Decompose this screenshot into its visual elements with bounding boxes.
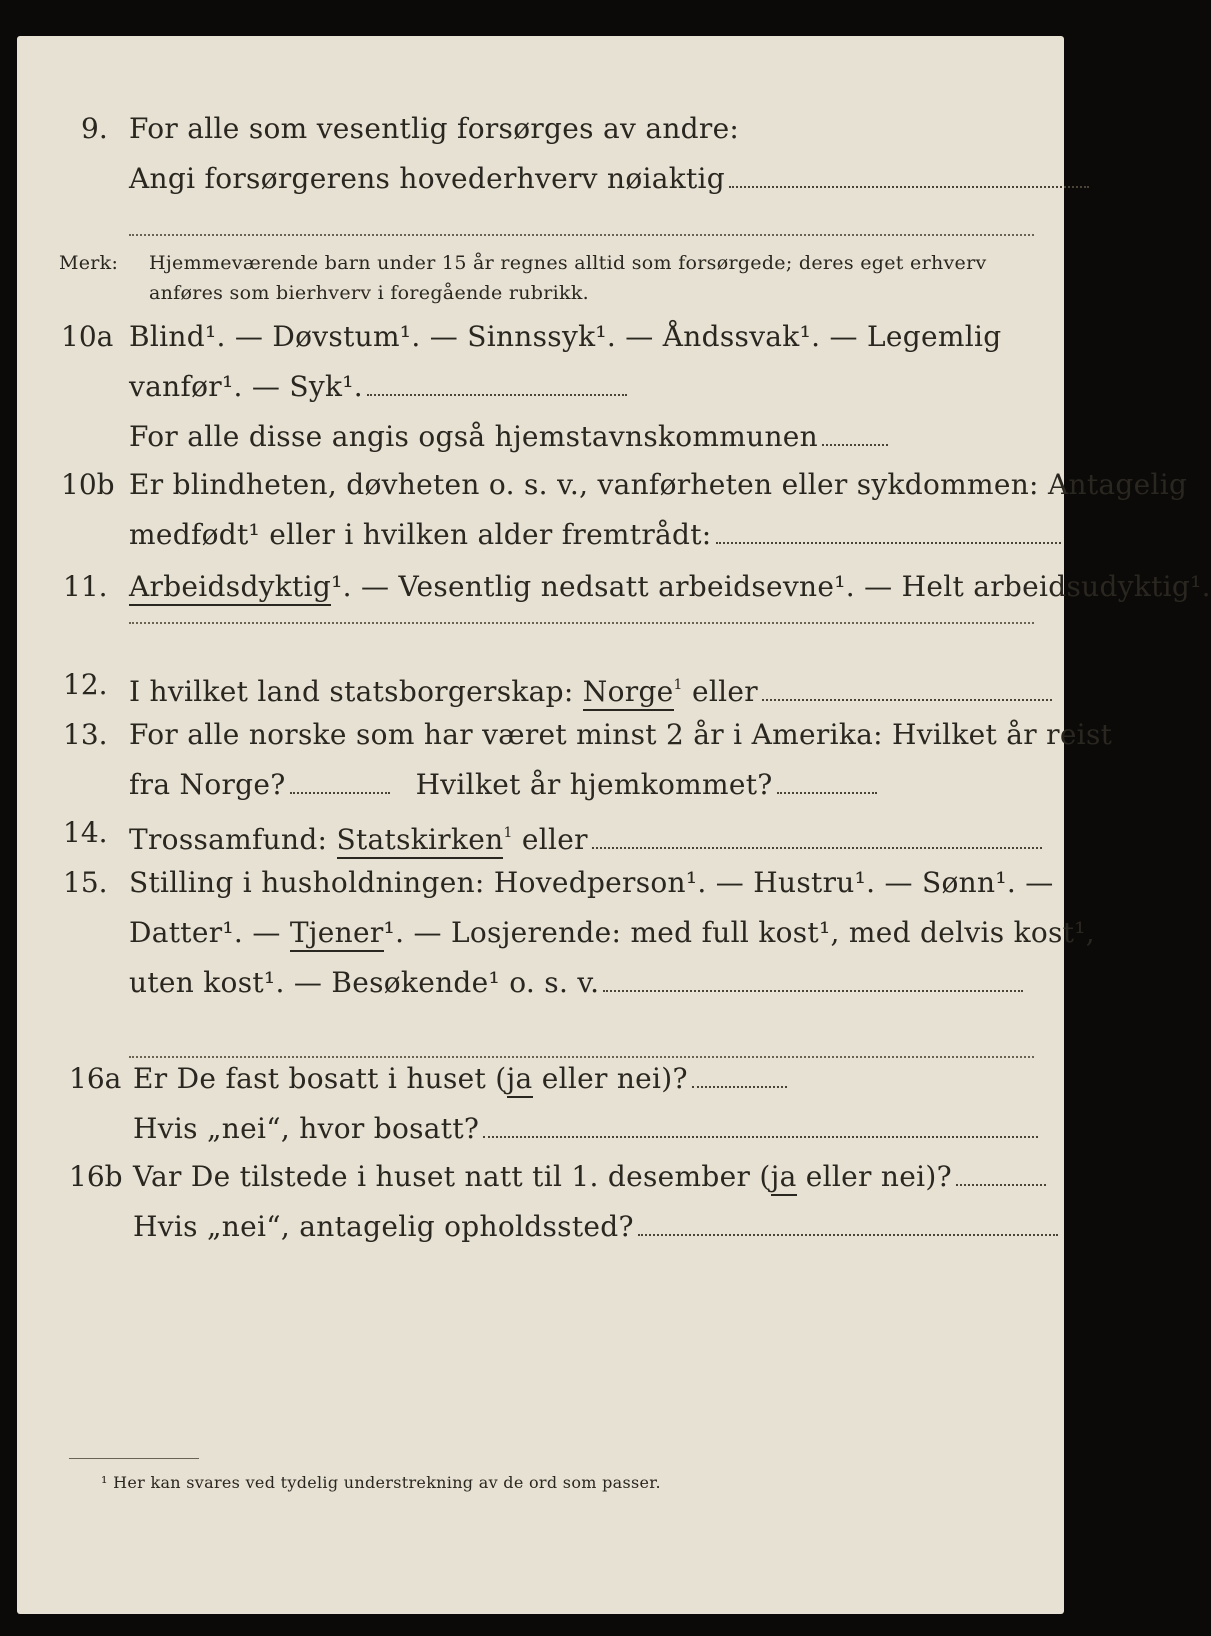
q16a-number: 16a <box>69 1062 122 1095</box>
note-line2: anføres som bierhverv i foregående rubrikk. <box>149 282 589 304</box>
q11-answer-line <box>129 622 1034 624</box>
q10a-line1: Blind¹. — Døvstum¹. — Sinnssyk¹. — Åndssvak¹. — Legemlig <box>129 320 1002 353</box>
footnote-rule <box>69 1458 199 1459</box>
q11-number: 11. <box>63 570 108 603</box>
form-page <box>17 36 1211 1614</box>
q16a-line1: Er De fast bosatt i huset (ja eller nei)? <box>133 1062 787 1096</box>
q14-number: 14. <box>63 816 108 849</box>
q15-line3: uten kost¹. — Besøkende¹ o. s. v. <box>129 966 1023 1000</box>
footnote: ¹ Her kan svares ved tydelig understrekning av de ord som passer. <box>101 1473 661 1492</box>
q10a-line3: For alle disse angis også hjemstavnskommunen <box>129 420 888 454</box>
q11-text: Arbeidsdyktig¹. — Vesentlig nedsatt arbeidsevne¹. — Helt arbeidsudyktig¹. <box>129 570 1211 604</box>
q13-line1: For alle norske som har været minst 2 år i Amerika: Hvilket år reist <box>129 718 1113 751</box>
note-line1: Hjemmeværende barn under 15 år regnes alltid som forsørgede; deres eget erhverv <box>149 252 987 274</box>
q12-text: I hvilket land statsborgerskap: Norge$^1$ eller <box>129 668 1052 709</box>
q12-selected-answer: Norge <box>583 675 674 711</box>
q13-number: 13. <box>63 718 108 751</box>
q15-number: 15. <box>63 866 108 899</box>
q10b-line1: Er blindheten, døvheten o. s. v., vanførheten eller sykdommen: Antagelig <box>129 468 1188 501</box>
q14-text: Trossamfund: Statskirken$^1$ eller <box>129 816 1042 857</box>
q16b-line1: Var De tilstede i huset natt til 1. desember (ja eller nei)? <box>133 1160 1046 1194</box>
q16b-number: 16b <box>69 1160 123 1193</box>
q13-line2: fra Norge? Hvilket år hjemkommet? <box>129 768 877 802</box>
q9-text: For alle som vesentlig forsørges av andre: <box>129 112 740 145</box>
q10a-number: 10a <box>61 320 114 353</box>
q12-number: 12. <box>63 668 108 701</box>
q10b-line2: medfødt¹ eller i hvilken alder fremtrådt: <box>129 518 1061 552</box>
q10b-number: 10b <box>61 468 115 501</box>
q9-number: 9. <box>81 112 108 145</box>
q9-line2: Angi forsørgerens hovederhverv nøiaktig <box>129 162 1089 196</box>
q16a-selected-answer: ja <box>507 1062 533 1098</box>
q11-selected-answer: Arbeidsdyktig <box>129 570 331 606</box>
q14-selected-answer: Statskirken <box>337 823 504 859</box>
q15-answer-line <box>129 1056 1034 1058</box>
q10a-line2: vanfør¹. — Syk¹. <box>129 370 627 404</box>
q9-answer-line <box>129 234 1034 236</box>
q16b-line2: Hvis „nei“, antagelig opholdssted? <box>133 1210 1058 1244</box>
q16b-selected-answer: ja <box>771 1160 797 1196</box>
q16a-line2: Hvis „nei“, hvor bosatt? <box>133 1112 1038 1146</box>
q15-selected-answer: Tjener <box>290 916 384 952</box>
q15-line1: Stilling i husholdningen: Hovedperson¹. — Hustru¹. — Sønn¹. — <box>129 866 1054 899</box>
q15-line2: Datter¹. — Tjener¹. — Losjerende: med full kost¹, med delvis kost¹, <box>129 916 1095 950</box>
note-label: Merk: <box>59 252 119 274</box>
